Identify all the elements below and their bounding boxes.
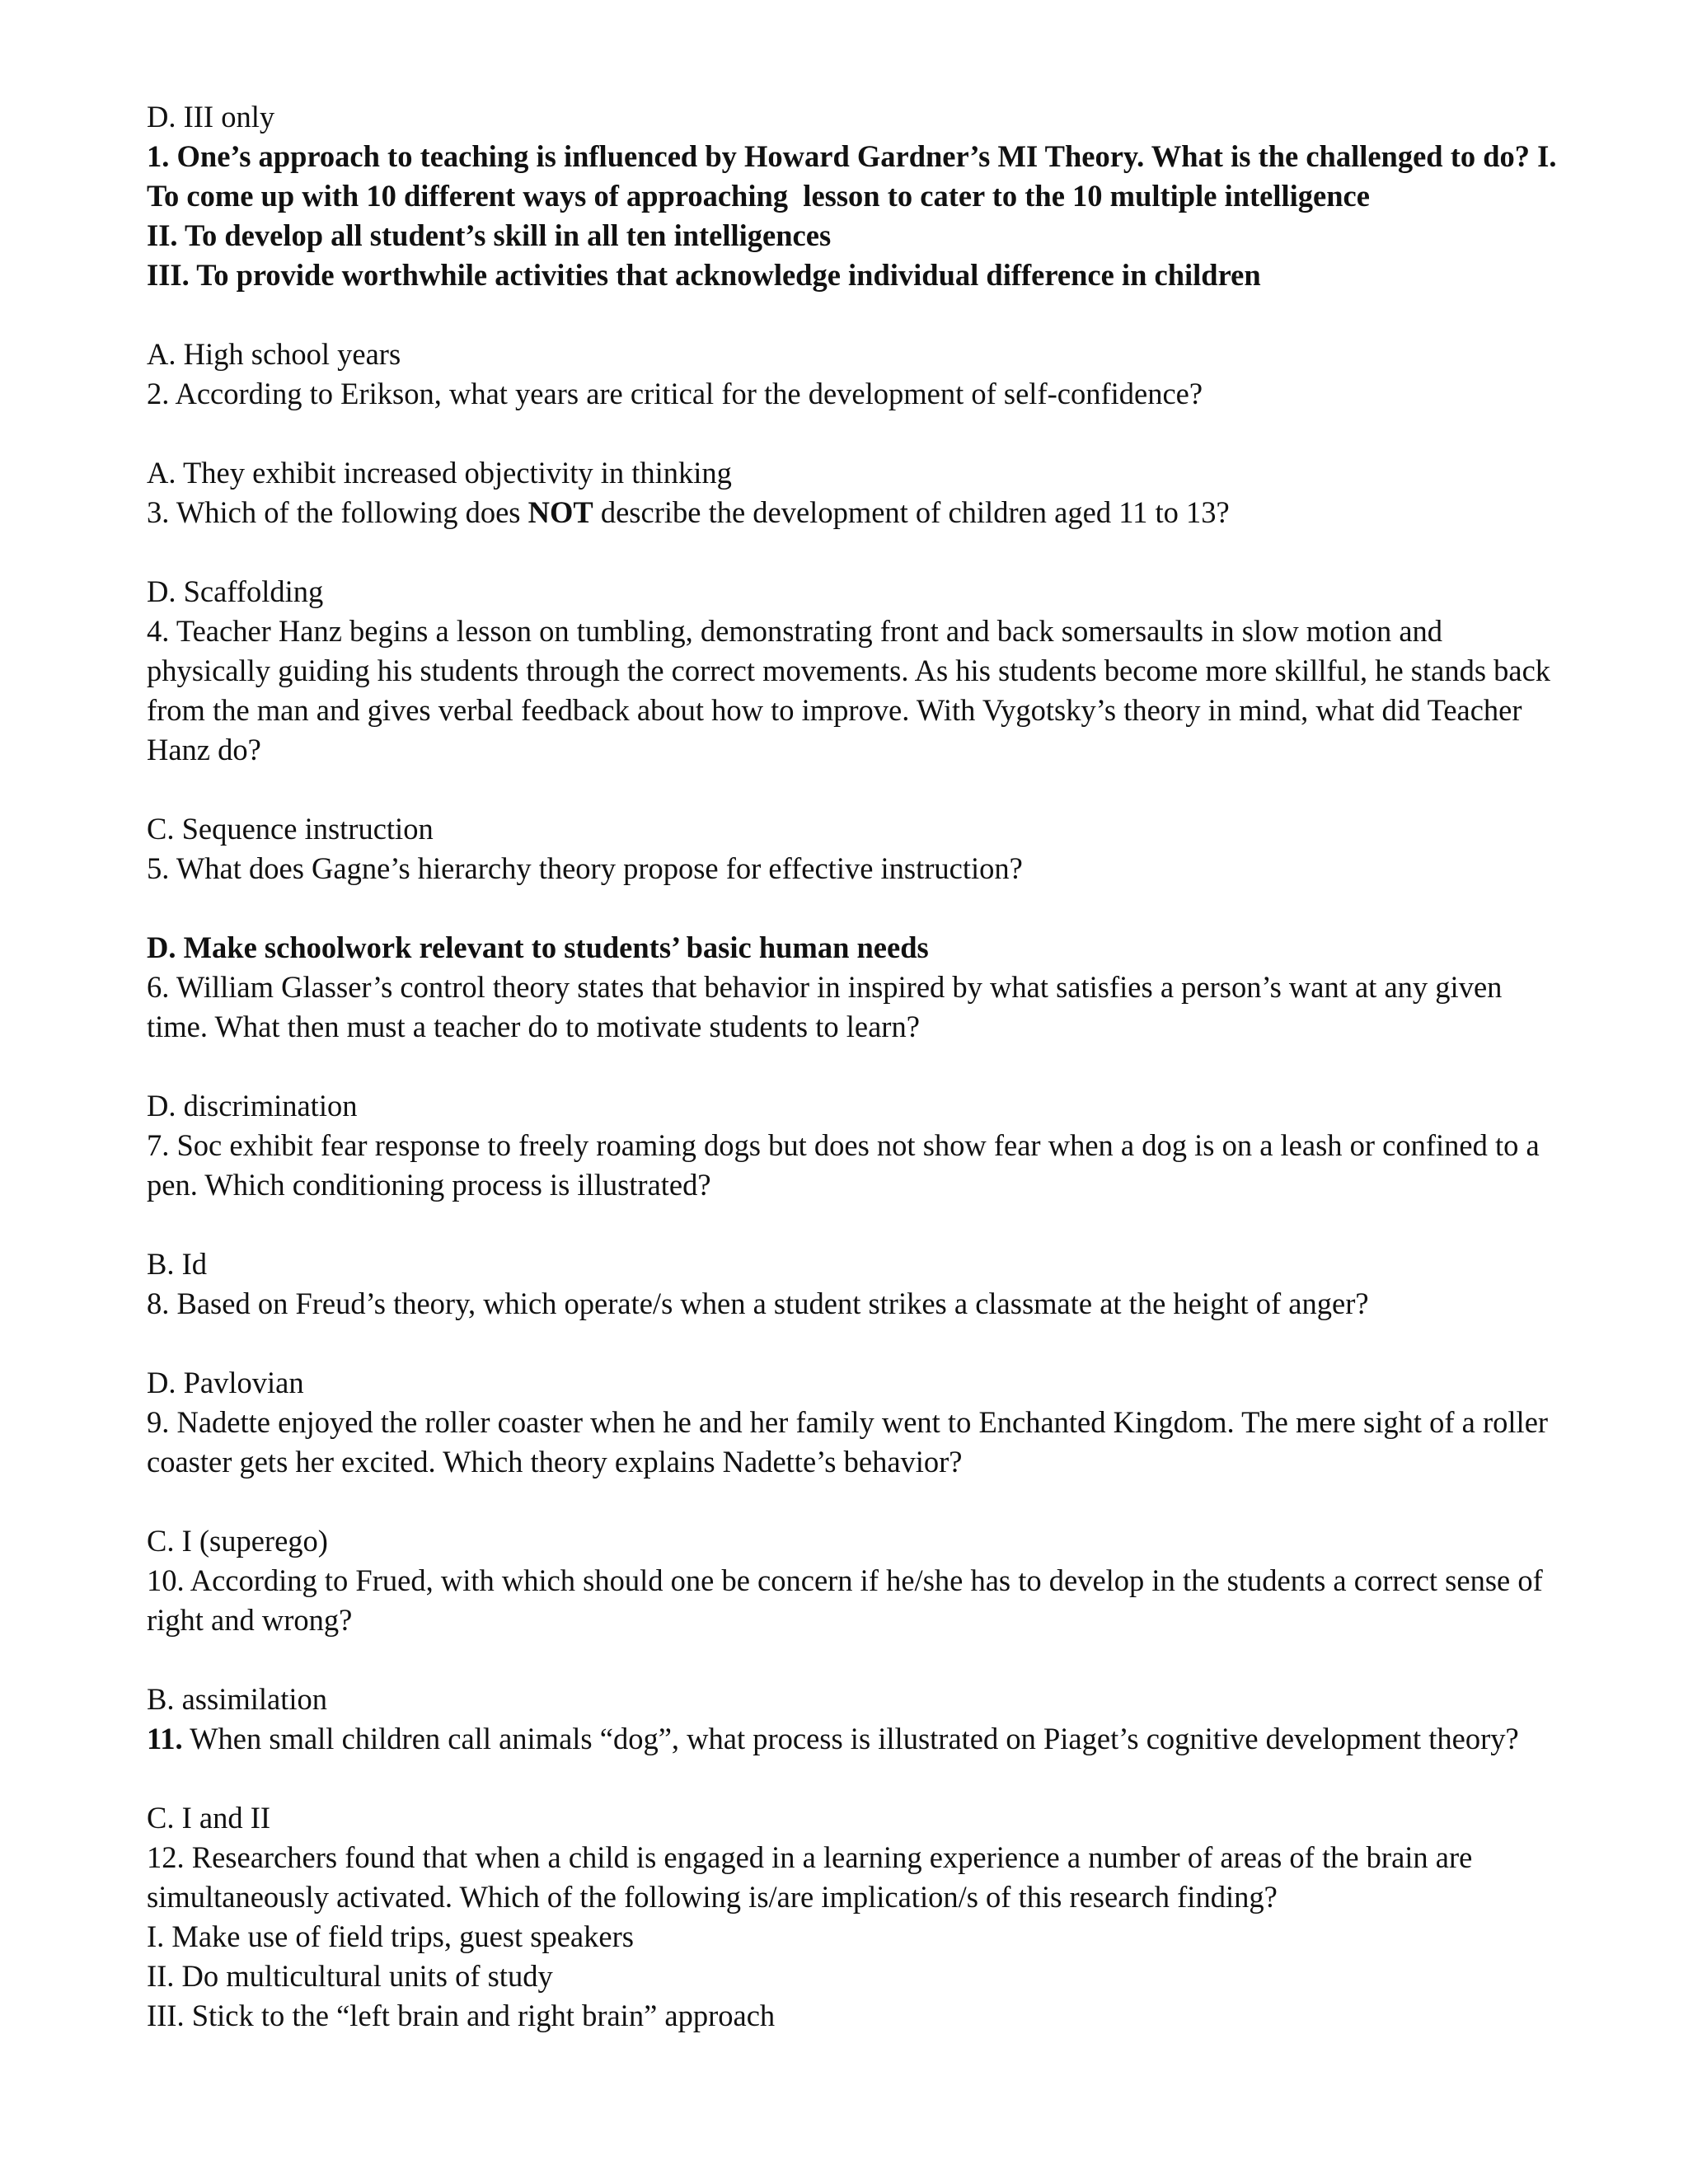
question-1: [147, 137, 1564, 295]
question-9-line-2: coaster gets her excited. Which theory explains Nadette’s behavior?: [147, 1445, 963, 1479]
question-1-line-2: To come up with 10 different ways of approaching lesson to cater to the 10 multiple intelligence: [147, 179, 1370, 213]
question-10-line-2: right and wrong?: [147, 1603, 353, 1637]
question-2-text: 2. According to Erikson, what years are critical for the development of self-confidence?: [147, 377, 1203, 410]
question-12-option-1: I. Make use of field trips, guest speakers: [147, 1919, 634, 1953]
question-8-text: 8. Based on Freud’s theory, which operate/s when a student strikes a classmate at the height of anger?: [147, 1286, 1369, 1320]
question-11: [147, 1680, 1564, 1759]
question-7: [147, 1086, 1564, 1205]
previous-answer: D. III only: [147, 100, 275, 134]
question-6: [147, 928, 1564, 1047]
question-3-answer: A. They exhibit increased objectivity in thinking: [147, 456, 732, 490]
question-11-body: When small children call animals “dog”, what process is illustrated on Piaget’s cognitive development theory?: [182, 1722, 1519, 1755]
question-4-line-2: physically guiding his students through the correct movements. As his students become more skillful, he stands back: [147, 654, 1551, 687]
spacer: [147, 414, 1564, 453]
question-6-line-2: time. What then must a teacher do to motivate students to learn?: [147, 1010, 920, 1043]
question-3-text-end: describe the development of children aged 11 to 13?: [593, 495, 1230, 529]
spacer: [147, 295, 1564, 335]
question-7-answer: D. discrimination: [147, 1089, 358, 1122]
question-4-line-3: from the man and gives verbal feedback about how to improve. With Vygotsky’s theory in mind, what did Teacher: [147, 693, 1522, 727]
question-9-answer: D. Pavlovian: [147, 1366, 304, 1399]
question-10: [147, 1521, 1564, 1640]
question-3-text: [147, 493, 1564, 532]
question-11-answer: B. assimilation: [147, 1682, 327, 1716]
question-10-line-1: 10. According to Frued, with which should one be concern if he/she has to develop in the students a correct sense of: [147, 1563, 1543, 1597]
question-6-answer: D. Make schoolwork relevant to students’ basic human needs: [147, 930, 929, 964]
question-12-line-2: simultaneously activated. Which of the following is/are implication/s of this research finding?: [147, 1880, 1278, 1914]
spacer: [147, 1047, 1564, 1086]
question-5-text: 5. What does Gagne’s hierarchy theory propose for effective instruction?: [147, 851, 1023, 885]
question-12-option-2: II. Do multicultural units of study: [147, 1959, 553, 1993]
question-6-line-1: 6. William Glasser’s control theory states that behavior in inspired by what satisfies a person’s want at any given: [147, 970, 1503, 1004]
question-9-line-1: 9. Nadette enjoyed the roller coaster when he and her family went to Enchanted Kingdom. The mere sight of a roller: [147, 1405, 1549, 1439]
question-1-line-1: 1. One’s approach to teaching is influenced by Howard Gardner’s MI Theory. What is the challenged to do? I.: [147, 139, 1557, 173]
question-10-answer: C. I (superego): [147, 1524, 328, 1558]
spacer: [147, 1205, 1564, 1244]
spacer: [147, 1640, 1564, 1680]
question-12-option-3: III. Stick to the “left brain and right brain” approach: [147, 1999, 776, 2032]
question-9: [147, 1363, 1564, 1482]
question-2-answer: A. High school years: [147, 337, 401, 371]
question-1-option-3: III. To provide worthwhile activities that acknowledge individual difference in children: [147, 258, 1261, 292]
question-7-line-1: 7. Soc exhibit fear response to freely roaming dogs but does not show fear when a dog is on a leash or confined to a: [147, 1128, 1540, 1162]
question-4: [147, 572, 1564, 770]
spacer: [147, 1324, 1564, 1363]
question-12-answer: C. I and II: [147, 1801, 271, 1835]
question-11-text: [147, 1719, 1564, 1759]
question-8: [147, 1244, 1564, 1324]
question-11-number: 11.: [147, 1722, 183, 1755]
question-4-line-4: Hanz do?: [147, 733, 261, 766]
question-3: [147, 453, 1564, 532]
question-12-line-1: 12. Researchers found that when a child is engaged in a learning experience a number of areas of the brain are: [147, 1840, 1473, 1874]
spacer: [147, 532, 1564, 572]
question-2: [147, 335, 1564, 414]
question-7-line-2: pen. Which conditioning process is illustrated?: [147, 1168, 711, 1202]
spacer: [147, 888, 1564, 928]
question-3-emphasis: NOT: [528, 495, 593, 529]
document-page: [147, 97, 1564, 2036]
question-5-answer: C. Sequence instruction: [147, 812, 434, 846]
spacer: [147, 1482, 1564, 1521]
spacer: [147, 1759, 1564, 1798]
question-3-text-start: 3. Which of the following does: [147, 495, 528, 529]
spacer: [147, 770, 1564, 809]
question-4-answer: D. Scaffolding: [147, 574, 324, 608]
question-1-option-2: II. To develop all student’s skill in all ten intelligences: [147, 218, 832, 252]
question-4-line-1: 4. Teacher Hanz begins a lesson on tumbling, demonstrating front and back somersaults in slow motion and: [147, 614, 1443, 648]
question-5: [147, 809, 1564, 888]
question-12: [147, 1798, 1564, 2036]
question-8-answer: B. Id: [147, 1247, 207, 1281]
